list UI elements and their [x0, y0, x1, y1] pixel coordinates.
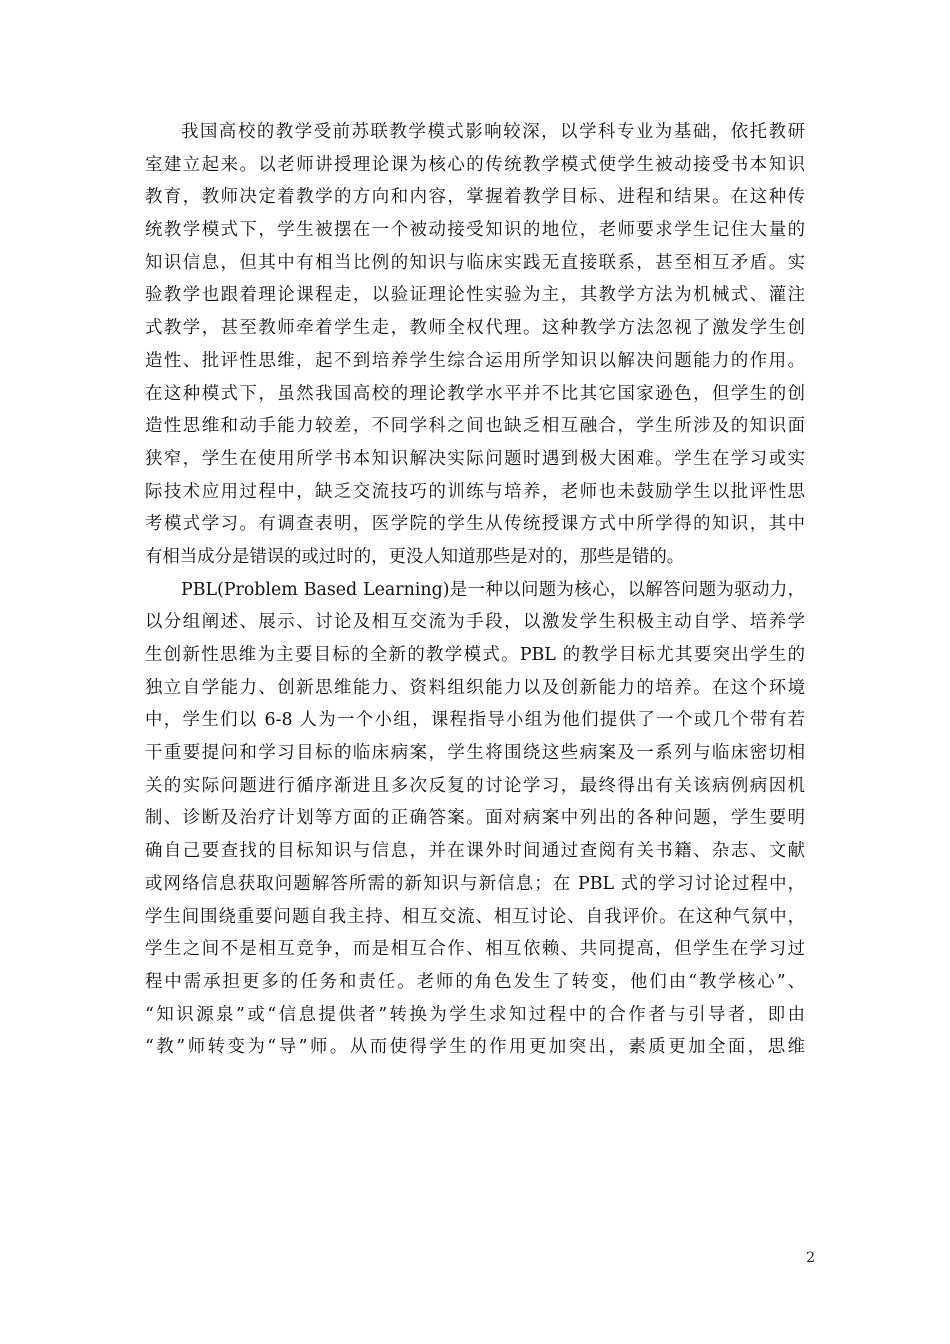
- text-line: 际技术应用过程中，缺乏交流技巧的训练与培养，老师也未鼓励学生以批评性思: [145, 481, 805, 502]
- text-line: 造性思维和动手能力较差，不同学科之间也缺乏相互融合，学生所涉及的知识面: [145, 416, 805, 437]
- text-line: 独立自学能力、创新思维能力、资料组织能力以及创新能力的培养。在这个环境: [145, 677, 805, 698]
- text-line: 制、诊断及治疗计划等方面的正确答案。面对病案中列出的各种问题，学生要明: [145, 808, 805, 829]
- text-line: 造性、批评性思维，起不到培养学生综合运用所学知识以解决问题能力的作用。: [145, 350, 805, 371]
- text-line: “教”师转变为“导”师。从而使得学生的作用更加突出，素质更加全面，思维: [145, 1037, 805, 1058]
- text-line: 或网络信息获取问题解答所需的新知识与新信息；在 PBL 式的学习讨论过程中，: [145, 873, 805, 894]
- text-line: 确自己要查找的目标知识与信息，并在课外时间通过查阅有关书籍、杂志、文献: [145, 841, 805, 862]
- text-line: 在这种模式下，虽然我国高校的理论教学水平并不比其它国家逊色，但学生的创: [145, 383, 805, 404]
- text-line: 式教学，甚至教师牵着学生走，教师全权代理。这种教学方法忽视了激发学生创: [145, 318, 805, 339]
- text-line: 学生间围绕重要问题自我主持、相互交流、相互讨论、自我评价。在这种气氛中，: [145, 906, 805, 927]
- page-number: 2: [806, 1250, 815, 1266]
- text-line: 程中需承担更多的任务和责任。老师的角色发生了转变，他们由“教学核心”、: [145, 971, 805, 992]
- text-line: 知识信息，但其中有相当比例的知识与临床实践无直接联系，甚至相互矛盾。实: [145, 252, 805, 273]
- text-line: 我国高校的教学受前苏联教学模式影响较深，以学科专业为基础，依托教研: [181, 122, 805, 142]
- text-line: 关的实际问题进行循序渐进且多次反复的讨论学习，最终得出有关该病例病因机: [145, 775, 805, 796]
- paragraph-traditional-teaching: [145, 116, 805, 574]
- paragraph-pbl: [145, 574, 805, 1064]
- text-line: 教育，教师决定着教学的方向和内容，掌握着教学目标、进程和结果。在这种传: [145, 187, 805, 208]
- text-line: 室建立起来。以老师讲授理论课为核心的传统教学模式使学生被动接受书本知识: [145, 154, 805, 175]
- text-line: 学生之间不是相互竞争，而是相互合作、相互依赖、共同提高，但学生在学习过: [145, 939, 805, 960]
- text-line: 统教学模式下，学生被摆在一个被动接受知识的地位，老师要求学生记住大量的: [145, 220, 805, 241]
- text-line: 验教学也跟着理论课程走，以验证理论性实验为主，其教学方法为机械式、灌注: [145, 285, 805, 306]
- text-line: PBL(Problem Based Learning)是一种以问题为核心，以解答问题为驱动力，: [181, 579, 805, 600]
- text-line: “知识源泉”或“信息提供者”转换为学生求知过程中的合作者与引导者，即由: [145, 1004, 805, 1025]
- text-line: 干重要提问和学习目标的临床病案，学生将围绕这些病案及一系列与临床密切相: [145, 743, 805, 764]
- text-line: 狭窄，学生在使用所学书本知识解决实际问题时遇到极大困难。学生在学习或实: [145, 448, 805, 469]
- text-line: 中，学生们以 6-8 人为一个小组，课程指导小组为他们提供了一个或几个带有若: [145, 710, 805, 731]
- text-line: 考模式学习。有调查表明，医学院的学生从传统授课方式中所学得的知识，其中: [145, 514, 805, 535]
- text-line: 有相当成分是错误的或过时的，更没人知道那些是对的，那些是错的。: [145, 546, 685, 567]
- page-body: [145, 116, 805, 1064]
- text-line: 生创新性思维为主要目标的全新的教学模式。PBL 的教学目标尤其要突出学生的: [145, 645, 805, 665]
- text-line: 以分组阐述、展示、讨论及相互交流为手段，以激发学生积极主动自学、培养学: [145, 612, 805, 633]
